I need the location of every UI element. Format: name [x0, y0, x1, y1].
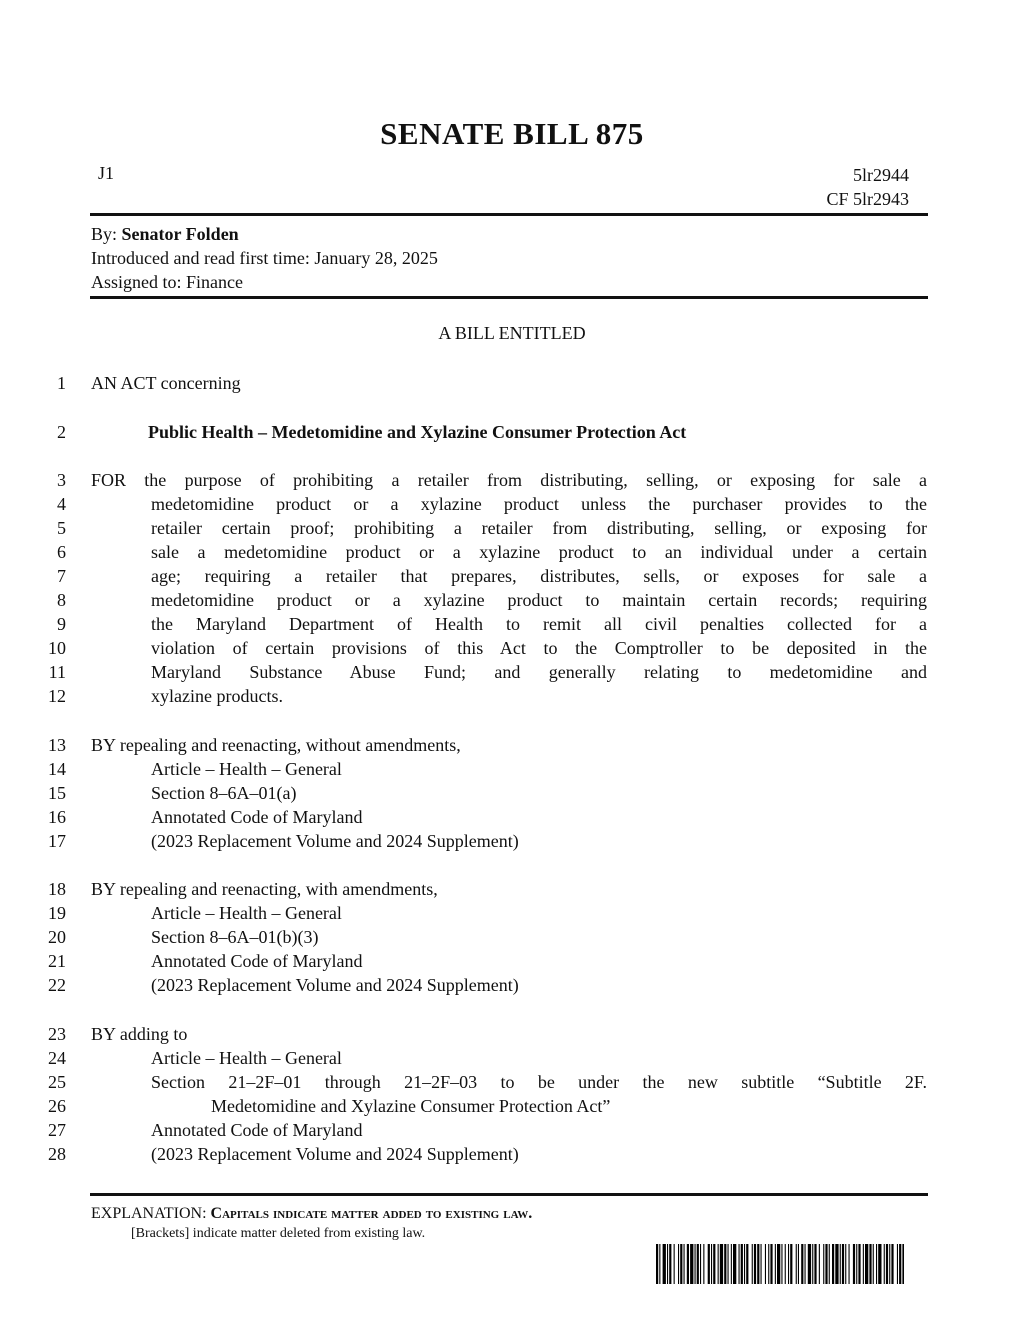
text-line — [0, 973, 1024, 997]
text-line — [0, 901, 1024, 925]
text-line — [0, 588, 1024, 612]
text-line — [0, 1142, 1024, 1166]
line-number: 25 — [48, 1072, 66, 1092]
text-line — [0, 1118, 1024, 1142]
line-text: BY adding to — [91, 1024, 188, 1044]
text-line — [0, 925, 1024, 949]
line-text: Annotated Code of Maryland — [151, 951, 363, 971]
bill-entitled-heading: A BILL ENTITLED — [438, 323, 586, 343]
bill-title: SENATE BILL 875 — [380, 116, 644, 151]
line-number: 13 — [48, 735, 66, 755]
text-line — [0, 492, 1024, 516]
text-line — [0, 1022, 1024, 1046]
line-text: medetomidine product or a xylazine product to maintain certain records; requiring — [151, 590, 927, 610]
line-number: 5 — [57, 518, 66, 538]
line-number: 8 — [57, 590, 66, 610]
text-line — [0, 829, 1024, 853]
line-text: age; requiring a retailer that prepares, distributes, sells, or exposes for sale a — [151, 566, 927, 586]
line-text: BY repealing and reenacting, with amendments, — [91, 879, 438, 899]
line-number: 17 — [48, 831, 66, 851]
line-text: Section 8–6A–01(a) — [151, 783, 297, 803]
text-line — [0, 1070, 1024, 1094]
text-line — [0, 1094, 1024, 1118]
text-line — [0, 516, 1024, 540]
line-number: 7 — [57, 566, 66, 586]
line-number: 9 — [57, 614, 66, 634]
introduced-line: Introduced and read first time: January 28, 2025 — [91, 248, 438, 268]
line-number: 23 — [48, 1024, 66, 1044]
line-number: 26 — [48, 1096, 66, 1116]
line-text: BY repealing and reenacting, without amendments, — [91, 735, 461, 755]
text-line — [0, 371, 1024, 395]
line-text: Maryland Substance Abuse Fund; and generally relating to medetomidine and — [151, 662, 927, 682]
line-number: 12 — [48, 686, 66, 706]
text-line — [0, 540, 1024, 564]
line-number: 4 — [57, 494, 66, 514]
by-label: By: — [91, 224, 118, 244]
line-number: 21 — [48, 951, 66, 971]
explanation-label: EXPLANATION: — [91, 1205, 207, 1222]
line-number: 19 — [48, 903, 66, 923]
line-text: retailer certain proof; prohibiting a retailer from distributing, selling, or exposing for — [151, 518, 927, 538]
line-number: 22 — [48, 975, 66, 995]
line-number: 24 — [48, 1048, 66, 1068]
line-number: 1 — [57, 373, 66, 393]
drafting-code: 5lr2944 — [853, 165, 909, 185]
line-text: AN ACT concerning — [91, 373, 241, 393]
line-number: 28 — [48, 1144, 66, 1164]
assigned-line: Assigned to: Finance — [91, 272, 243, 292]
explanation-note — [91, 1204, 532, 1244]
line-number: 2 — [57, 422, 66, 442]
line-text: xylazine products. — [151, 686, 283, 706]
line-text: Annotated Code of Maryland — [151, 1120, 363, 1140]
line-number: 16 — [48, 807, 66, 827]
cross-file-code: CF 5lr2943 — [826, 189, 909, 209]
line-number: 27 — [48, 1120, 66, 1140]
text-line — [0, 612, 1024, 636]
explanation-capitals: Capitals indicate matter added to existing law. — [210, 1205, 533, 1222]
line-number: 3 — [57, 470, 66, 490]
subject-code: J1 — [98, 163, 115, 183]
line-text: violation of certain provisions of this Act to the Comptroller to be deposited in the — [151, 638, 927, 658]
text-line — [0, 684, 1024, 708]
line-number: 18 — [48, 879, 66, 899]
line-number: 11 — [48, 662, 66, 682]
text-line — [0, 468, 1024, 492]
line-text: Annotated Code of Maryland — [151, 807, 363, 827]
line-text: Medetomidine and Xylazine Consumer Protection Act” — [211, 1096, 611, 1116]
sponsor-name: Senator Folden — [121, 224, 239, 244]
line-text: (2023 Replacement Volume and 2024 Supplement) — [151, 975, 519, 995]
text-line — [0, 420, 1024, 444]
explanation-brackets: [Brackets] indicate matter deleted from existing law. — [131, 1226, 426, 1241]
line-number: 15 — [48, 783, 66, 803]
text-line — [0, 1046, 1024, 1070]
line-text: sale a medetomidine product or a xylazine product to an individual under a certain — [151, 542, 927, 562]
line-text: Section 8–6A–01(b)(3) — [151, 927, 319, 947]
text-line — [0, 660, 1024, 684]
line-number: 20 — [48, 927, 66, 947]
line-number: 6 — [57, 542, 66, 562]
text-line — [0, 877, 1024, 901]
text-line — [0, 805, 1024, 829]
line-text: the Maryland Department of Health to remit all civil penalties collected for a — [151, 614, 927, 634]
text-line — [0, 949, 1024, 973]
line-number: 10 — [48, 638, 66, 658]
line-text: FOR the purpose of prohibiting a retailer from distributing, selling, or exposing for sale a — [91, 470, 927, 490]
act-title: Public Health – Medetomidine and Xylazine Consumer Protection Act — [148, 422, 687, 442]
line-text: (2023 Replacement Volume and 2024 Supplement) — [151, 831, 519, 851]
line-text: medetomidine product or a xylazine product unless the purchaser provides to the — [151, 494, 927, 514]
text-line — [0, 564, 1024, 588]
text-line — [0, 636, 1024, 660]
line-text: Article – Health – General — [151, 903, 342, 923]
line-text: Section 21–2F–01 through 21–2F–03 to be under the new subtitle “Subtitle 2F. — [151, 1072, 927, 1092]
line-text: (2023 Replacement Volume and 2024 Supplement) — [151, 1144, 519, 1164]
text-line — [0, 757, 1024, 781]
text-line — [0, 733, 1024, 757]
line-number: 14 — [48, 759, 66, 779]
line-text: Article – Health – General — [151, 759, 342, 779]
footer-rule — [90, 1193, 928, 1196]
barcode-icon — [656, 1244, 904, 1284]
line-text: Article – Health – General — [151, 1048, 342, 1068]
explanation-line-1 — [91, 1204, 532, 1224]
text-line — [0, 781, 1024, 805]
